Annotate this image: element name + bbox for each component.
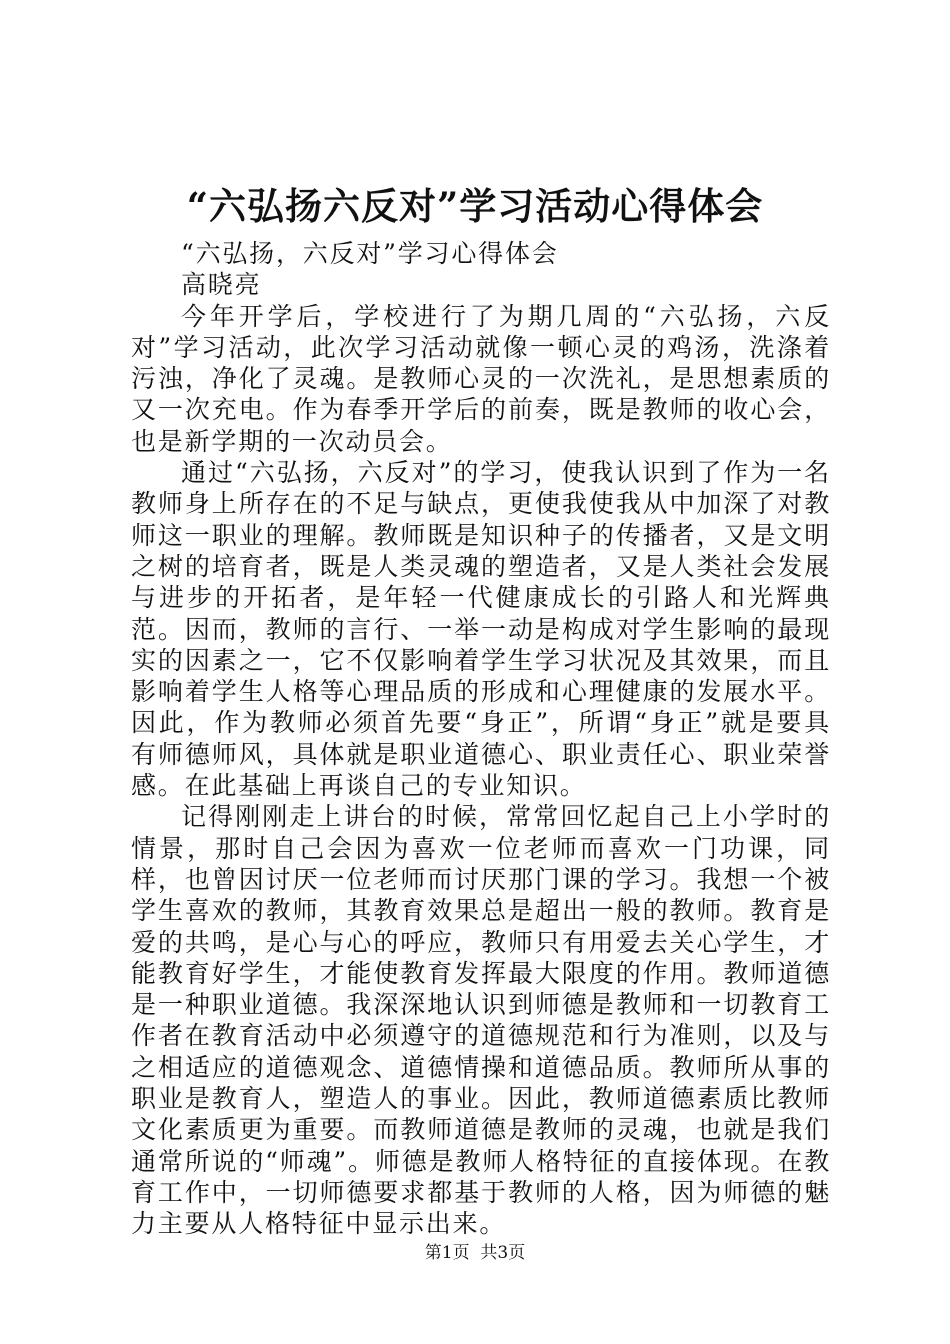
- document-author: 高晓亮: [181, 270, 262, 300]
- body-paragraph: 记得刚刚走上讲台的时候，常常回忆起自己上小学时的情景，那时自己会因为喜欢一位老师而喜欢一门功课，同样，也曾因讨厌一位老师而讨厌那门课的学习。我想一个被学生喜欢的教师，其教育效果总是超出一般的教师。教育是爱的共鸣，是心与心的呼应，教师只有用爱去关心学生，才能教育好学生，才能使教育发挥最大限度的作用。教师道德是一种职业道德。我深深地认识到师德是教师和一切教育工作者在教育活动中必须遵守的道德规范和行为准则，以及与之相适应的道德观念、道德情操和道德品质。教师所从事的职业是教育人，塑造人的事业。因此，教师道德素质比教师文化素质更为重要。而教师道德是教师的灵魂，也就是我们通常所说的“师魂”。师德是教师人格特征的直接体现。在教育工作中，一切师德要求都基于教师的人格，因为师德的魅力主要从人格特征中显示出来。: [131, 802, 831, 1239]
- page-footer: [0, 1241, 950, 1265]
- document-subtitle: “六弘扬，六反对”学习心得体会: [181, 239, 559, 268]
- page-number: 第1页 共3页: [424, 1243, 526, 1263]
- body-paragraph: 通过“六弘扬，六反对”的学习，使我认识到了作为一名教师身上所存在的不足与缺点，更使我使我从中加深了对教师这一职业的理解。教师既是知识种子的传播者，又是文明之树的培育者，既是人类灵魂的塑造者，又是人类社会发展与进步的开拓者，是年轻一代健康成长的引路人和光辉典范。因而，教师的言行、一举一动是构成对学生影响的最现实的因素之一，它不仅影响着学生学习状况及其效果，而且影响着学生人格等心理品质的形成和心理健康的发展水平。因此，作为教师必须首先要“身正”，所谓“身正”就是要具有师德师风，具体就是职业道德心、职业责任心、职业荣誉感。在此基础上再谈自己的专业知识。: [131, 458, 831, 801]
- body-paragraph: 今年开学后，学校进行了为期几周的“六弘扬，六反对”学习活动，此次学习活动就像一顿心灵的鸡汤，洗涤着污浊，净化了灵魂。是教师心灵的一次洗礼，是思想素质的又一次充电。作为春季开学后的前奏，既是教师的收心会，也是新学期的一次动员会。: [131, 301, 831, 456]
- document-title: “六弘扬六反对”学习活动心得体会: [186, 184, 764, 228]
- document-body: [131, 238, 831, 1240]
